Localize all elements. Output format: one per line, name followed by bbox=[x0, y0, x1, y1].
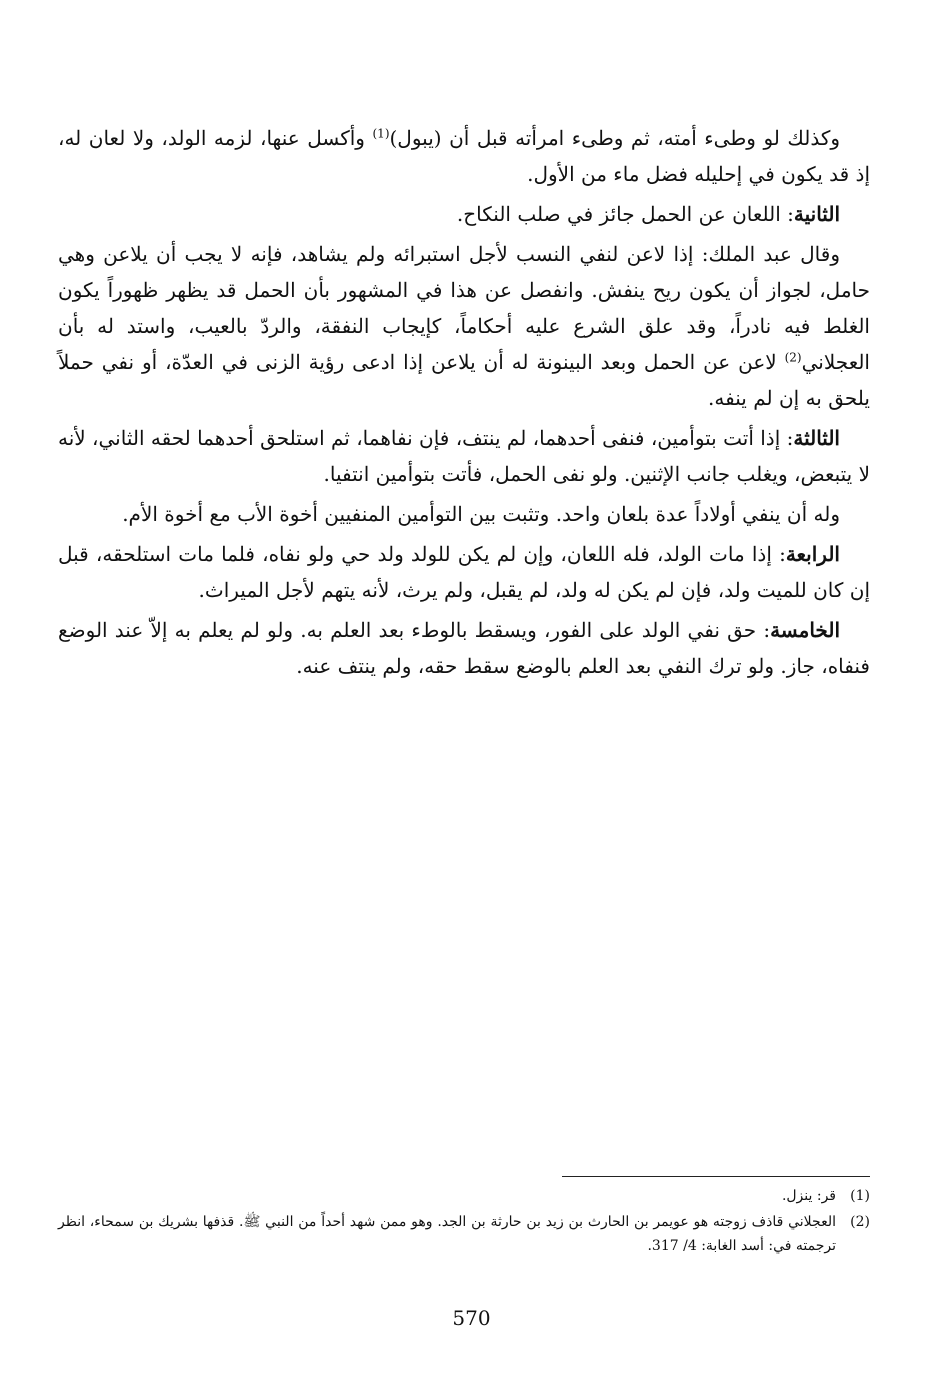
paragraph-3-text-a: وقال عبد الملك: إذا لاعن لنفي النسب لأجل استبرائه ولم يشاهد، فإنه لا يجب أن يلاعن وهي حامل، لجواز أن يكون ريح ينفش. وانفصل عن هذا في المشهور بأن الحمل قد يظهر ظهوراً يكون الغلط فيه نادراً، وقد علق الشرع عليه أحكاماً، كإيجاب النفقة، والردّ بالعيب، واستد له بأن العجلاني bbox=[58, 242, 870, 374]
paragraph-2 bbox=[58, 196, 870, 232]
footnote-ref-2[interactable]: (2) bbox=[784, 350, 802, 365]
paragraph-3 bbox=[58, 236, 870, 416]
paragraph-6-text: : إذا مات الولد، فله اللعان، وإن لم يكن للولد ولد حي ولو نفاه، فلما مات استلحقه، قبل إن كان للميت ولد، فإن لم يكن له ولد، لم يقبل، ولم يرث، لأنه يتهم لأجل الميراث. bbox=[58, 542, 870, 602]
paragraph-1-text-b: وأكسل عنها، لزمه الولد، ولا لعان له، إذ قد يكون في إحليله فضل ماء من الأول. bbox=[58, 126, 870, 186]
section-label-fifth: الخامسة bbox=[770, 618, 840, 642]
paragraph-3-text-b: لاعن عن الحمل وبعد البينونة له أن يلاعن إذا ادعى رؤية الزنى في العدّة، أو نفي حملاً يلحق به إن لم ينفه. bbox=[58, 350, 870, 410]
footnotes bbox=[58, 1184, 870, 1260]
footnote-divider bbox=[562, 1176, 870, 1177]
paragraph-7 bbox=[58, 612, 870, 684]
footnote-2-text: العجلاني قاذف زوجته هو عويمر بن الحارث بن زيد بن حارثة بن الجد. وهو ممن شهد أحداً من النبي ﷺ. قذفها بشريك بن سمحاء، انظر ترجمته في: أسد الغابة: 4/ 317. bbox=[58, 1214, 836, 1254]
page-number: 570 bbox=[452, 1306, 491, 1330]
footnote-1-number: (1) bbox=[850, 1188, 870, 1204]
section-label-third: الثالثة bbox=[793, 426, 840, 450]
paragraph-1 bbox=[58, 120, 870, 192]
paragraph-7-text: : حق نفي الولد على الفور، ويسقط بالوطء بعد العلم به. ولو لم يعلم به إلاّ عند الوضع فنفاه، جاز. ولو ترك النفي بعد العلم بالوضع سقط حقه، ولم ينتف عنه. bbox=[58, 618, 870, 678]
footnote-ref-1[interactable]: (1) bbox=[372, 126, 390, 141]
footnote-2 bbox=[58, 1210, 870, 1258]
section-label-fourth: الرابعة bbox=[785, 542, 840, 566]
paragraph-6 bbox=[58, 536, 870, 608]
section-label-second: الثانية bbox=[793, 202, 840, 226]
paragraph-2-text: : اللعان عن الحمل جائز في صلب النكاح. bbox=[456, 202, 794, 226]
paragraph-4 bbox=[58, 420, 870, 492]
paragraph-1-text-a: وكذلك لو وطىء أمته، ثم وطىء امرأته قبل أن (يبول) bbox=[389, 126, 840, 150]
paragraph-5-text: وله أن ينفي أولاداً عدة بلعان واحد. وتثبت بين التوأمين المنفيين أخوة الأب مع أخوة الأم. bbox=[122, 502, 840, 526]
paragraph-5 bbox=[58, 496, 870, 532]
footnote-2-number: (2) bbox=[850, 1214, 870, 1230]
footnote-1-text: قر: ينزل. bbox=[781, 1188, 836, 1204]
footnote-1 bbox=[58, 1184, 870, 1208]
main-text bbox=[58, 120, 870, 688]
paragraph-4-text: : إذا أتت بتوأمين، فنفى أحدهما، لم ينتف، فإن نفاهما، ثم استلحق أحدهما لحقه الثاني، لأنه لا يتبعض، ويغلب جانب الإثنين. ولو نفى الحمل، فأتت بتوأمين انتفيا. bbox=[58, 426, 870, 486]
